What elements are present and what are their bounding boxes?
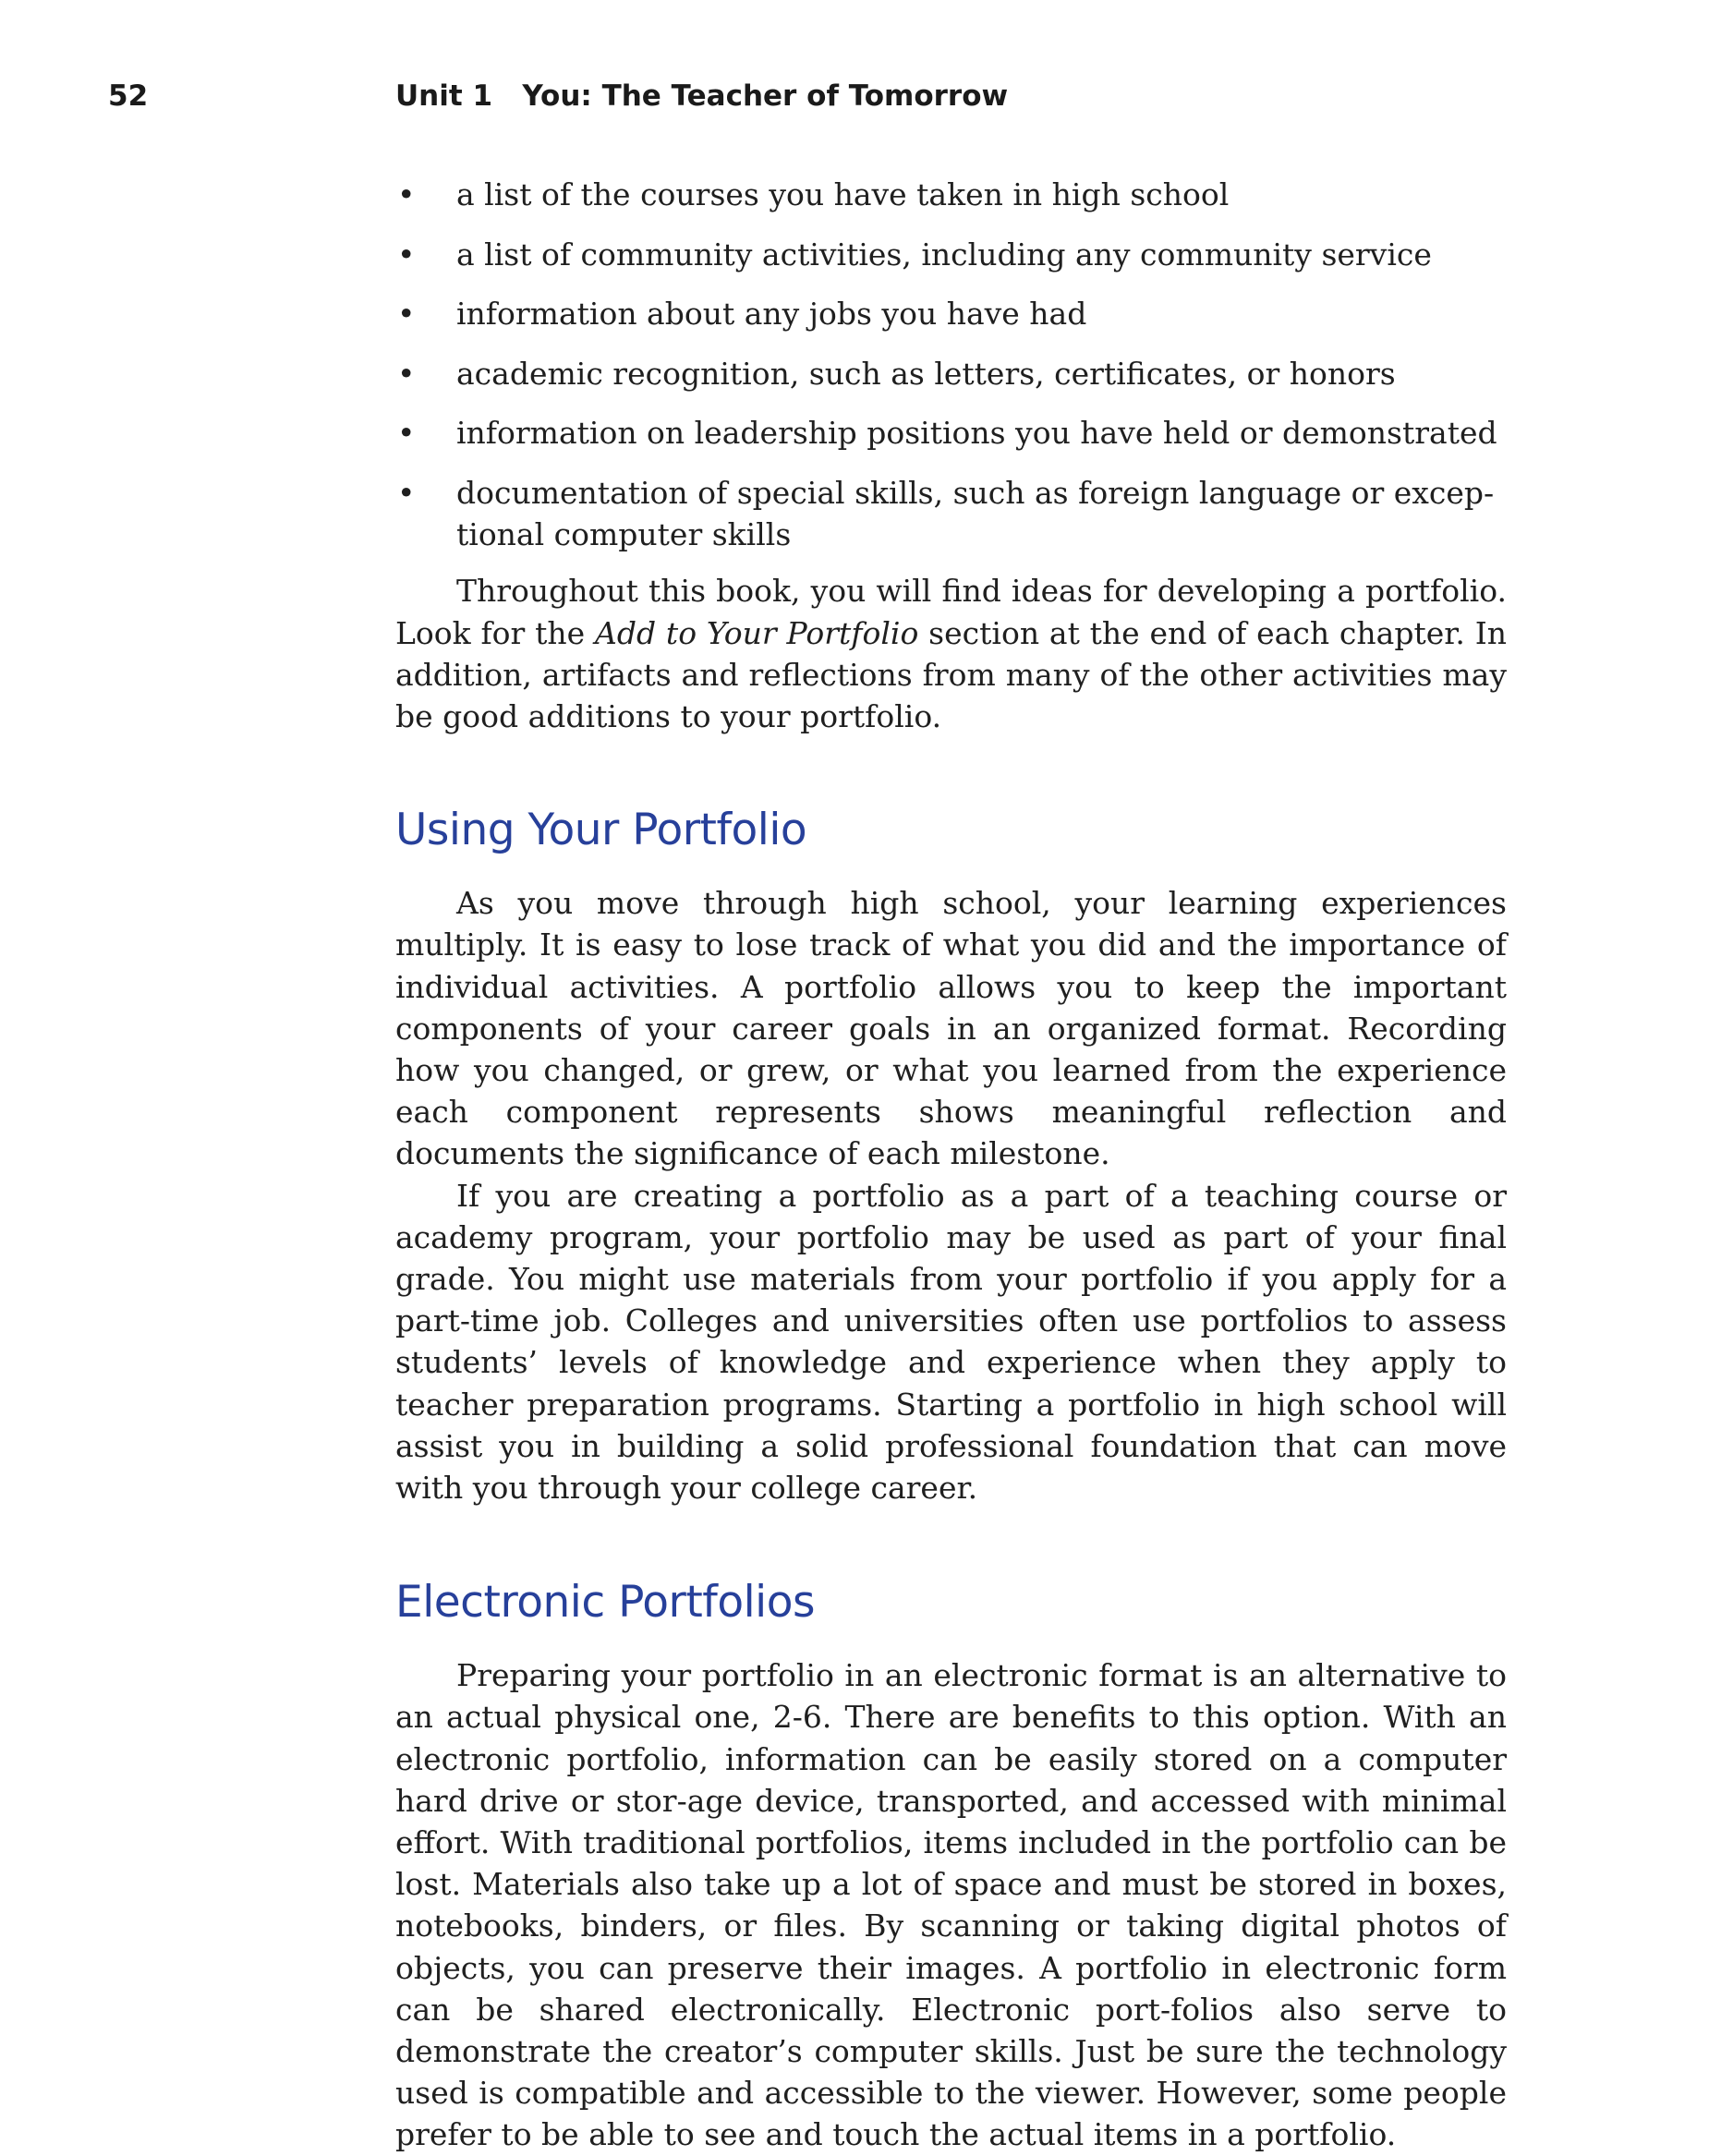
running-head <box>0 79 1709 120</box>
list-item-text: academic recognition, such as letters, certificates, or honors <box>456 355 1396 392</box>
bullet-icon: • <box>397 415 416 452</box>
paragraph: If you are creating a portfolio as a part of a teaching course or academy program, your portfolio may be used as part of your final grade. You might use materials from your portfolio if you apply for a part-time job. Colleges and universities often use portfolios to assess students’ levels of knowledge and experience when they apply to teacher preparation programs. Starting a portfolio in high school will assist you in building a solid professional foundation that can move with you through your college career. <box>395 1177 1507 1507</box>
feature-name: Add to Your Portfolio <box>595 614 919 651</box>
heading-electronic-portfolios: Electronic Portfolios <box>395 1577 815 1629</box>
list-item-text: documentation of special skills, such as foreign language or excep-tional computer skills <box>456 474 1495 553</box>
list-item-text: a list of the courses you have taken in high school <box>456 176 1230 212</box>
bullet-icon: • <box>397 296 416 333</box>
list-item <box>395 234 1507 275</box>
bullet-icon: • <box>397 474 416 511</box>
bullet-icon: • <box>397 176 416 212</box>
paragraph: Preparing your portfolio in an electronic format is an alternative to an actual physical one, 2-6. There are benefits to this option. With an electronic portfolio, information can be easily stored on a computer hard drive or stor-age device, transported, and accessed with minimal effort. With traditional portfolios, items included in the portfolio can be lost. Materials also take up a lot of space and must be stored in boxes, notebooks, binders, or files. By scanning or taking digital photos of objects, you can preserve their images. A portfolio in electronic form can be shared electronically. Electronic port-folios also serve to demonstrate the creator’s computer skills. Just be sure the technology used is compatible and accessible to the viewer. However, some people prefer to be able to see and touch the actual items in a portfolio. <box>395 1657 1507 2153</box>
bullet-icon: • <box>397 355 416 392</box>
list-item-text: information about any jobs you have had <box>456 296 1087 333</box>
intro-text-start: Throughout this book, you will find ideas for developing a portfolio. Look for the <box>395 573 1507 651</box>
unit-title: Unit 1 You: The Teacher of Tomorrow <box>395 79 1009 113</box>
page-number: 52 <box>108 79 149 113</box>
heading-using-your-portfolio: Using Your Portfolio <box>395 805 807 856</box>
intro-text-end: section at the end of each chapter. In addition, artifacts and reflections from many of the other activities may be good additions to your portfolio. <box>395 614 1507 734</box>
list-item <box>395 412 1507 454</box>
intro-paragraph <box>395 570 1507 737</box>
body-column <box>395 174 1507 2156</box>
portfolio-items-list <box>395 174 1507 555</box>
list-item <box>395 353 1507 394</box>
list-item <box>395 472 1507 555</box>
paragraph: As you move through high school, your learning experiences multiply. It is easy to lose track of what you did and the importance of individual activities. A portfolio allows you to keep the important components of your career goals in an organized format. Recording how you changed, or grew, or what you learned from the experience each component represents shows meaningful reflection and documents the significance of each milestone. <box>395 885 1507 1172</box>
list-item-text: information on leadership positions you have held or demonstrated <box>456 415 1497 452</box>
bullet-icon: • <box>397 236 416 273</box>
list-item <box>395 174 1507 215</box>
list-item <box>395 293 1507 334</box>
list-item-text: a list of community activities, including any community service <box>456 236 1432 273</box>
